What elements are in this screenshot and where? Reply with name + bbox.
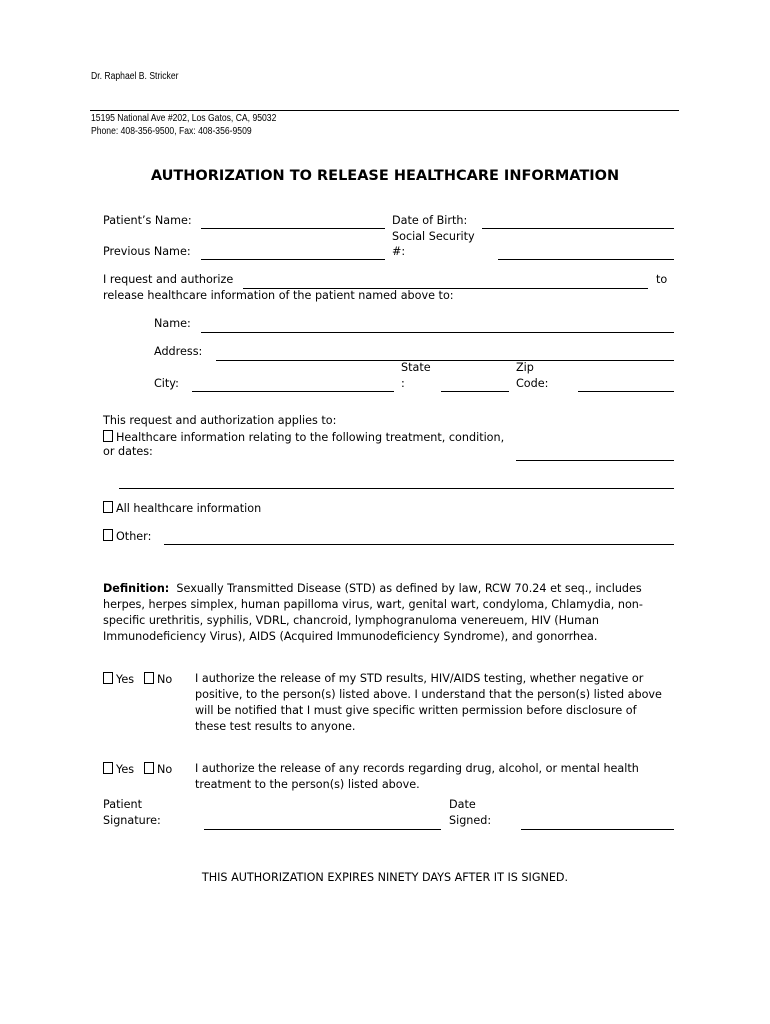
request-to: to [656,273,668,286]
all-info-checkbox[interactable] [103,501,113,513]
drug-no-checkbox[interactable] [144,762,154,774]
definition-term: Definition: [103,582,170,595]
recipient-address-label: Address: [154,345,203,358]
header-divider [90,110,679,111]
state-label-line1: State [401,361,431,374]
ssn-field[interactable] [498,259,674,260]
std-yes-checkbox[interactable] [103,672,113,684]
patient-signature-label-line1: Patient [103,798,142,811]
std-consent-text: I authorize the release of my STD results, HIV/AIDS testing, whether negative or positive, to the person(s) listed above. I understand that the person(s) listed above will be notified that I must give specific written permission before disclosure of these test results to anyone. [195,672,662,733]
request-continuation: release healthcare information of the patient named above to: [103,289,454,302]
drug-consent-text: I authorize the release of any records regarding drug, alcohol, or mental health treatment to the person(s) listed above. [195,762,639,791]
other-label: Other: [116,530,152,543]
treatment-dates-field[interactable] [516,460,674,461]
treatment-checkbox[interactable] [103,430,113,442]
date-signed-label-line1: Date [449,798,476,811]
recipient-address-field[interactable] [216,360,674,361]
clinic-phone: Phone: 408-356-9500, Fax: 408-356-9509 [91,126,252,137]
applies-intro: This request and authorization applies to: [103,414,337,427]
state-label-line2: : [401,377,405,390]
definition-text: Sexually Transmitted Disease (STD) as defined by law, RCW 70.24 et seq., includes herpes, herpes simplex, human papilloma virus, wart, genital wart, condyloma, Chlamydia, non-specific urethritis, syphilis, VDRL, chancroid, lymphogranuloma venereuem, HIV (Human Immunodeficiency Virus), AIDS (Acquired Immunodeficiency Syndrome), and gonorrhea. [103,582,643,643]
other-checkbox[interactable] [103,529,113,541]
other-field[interactable] [164,544,674,545]
previous-name-label: Previous Name: [103,245,191,258]
recipient-city-field[interactable] [192,391,394,392]
state-field[interactable] [441,391,509,392]
std-definition [103,581,671,645]
all-info-label: All healthcare information [116,502,262,515]
dob-label: Date of Birth: [392,214,468,227]
zip-label-line1: Zip [516,361,534,374]
patient-signature-field[interactable] [204,829,441,830]
previous-name-field[interactable] [201,259,385,260]
clinic-address: 15195 National Ave #202, Los Gatos, CA, 95032 [91,113,277,124]
expiration-notice: THIS AUTHORIZATION EXPIRES NINETY DAYS AFTER IT IS SIGNED. [201,871,569,884]
recipient-name-label: Name: [154,317,191,330]
std-no-label: No [157,673,173,686]
drug-no-label: No [157,763,173,776]
drug-yes-checkbox[interactable] [103,762,113,774]
zip-label-line2: Code: [516,377,549,390]
recipient-city-label: City: [154,377,179,390]
std-yes-label: Yes [116,673,135,686]
date-signed-field[interactable] [521,829,674,830]
request-lead: I request and authorize [103,273,234,286]
treatment-option-label: Healthcare information relating to the following treatment, condition, [116,431,505,444]
patient-name-field[interactable] [201,228,385,229]
ssn-label-line2: #: [392,245,406,258]
std-no-checkbox[interactable] [144,672,154,684]
treatment-details-field[interactable] [119,488,674,489]
date-signed-label-line2: Signed: [449,814,492,827]
zip-field[interactable] [578,391,674,392]
patient-signature-label-line2: Signature: [103,814,161,827]
patient-name-label: Patient’s Name: [103,214,192,227]
doctor-name: Dr. Raphael B. Stricker [91,71,179,82]
ssn-label-line1: Social Security [392,230,475,243]
dob-field[interactable] [482,228,674,229]
drug-yes-label: Yes [116,763,135,776]
recipient-name-field[interactable] [201,332,674,333]
form-title: AUTHORIZATION TO RELEASE HEALTHCARE INFORMATION [150,168,620,184]
treatment-option-label-line2: or dates: [103,445,153,458]
